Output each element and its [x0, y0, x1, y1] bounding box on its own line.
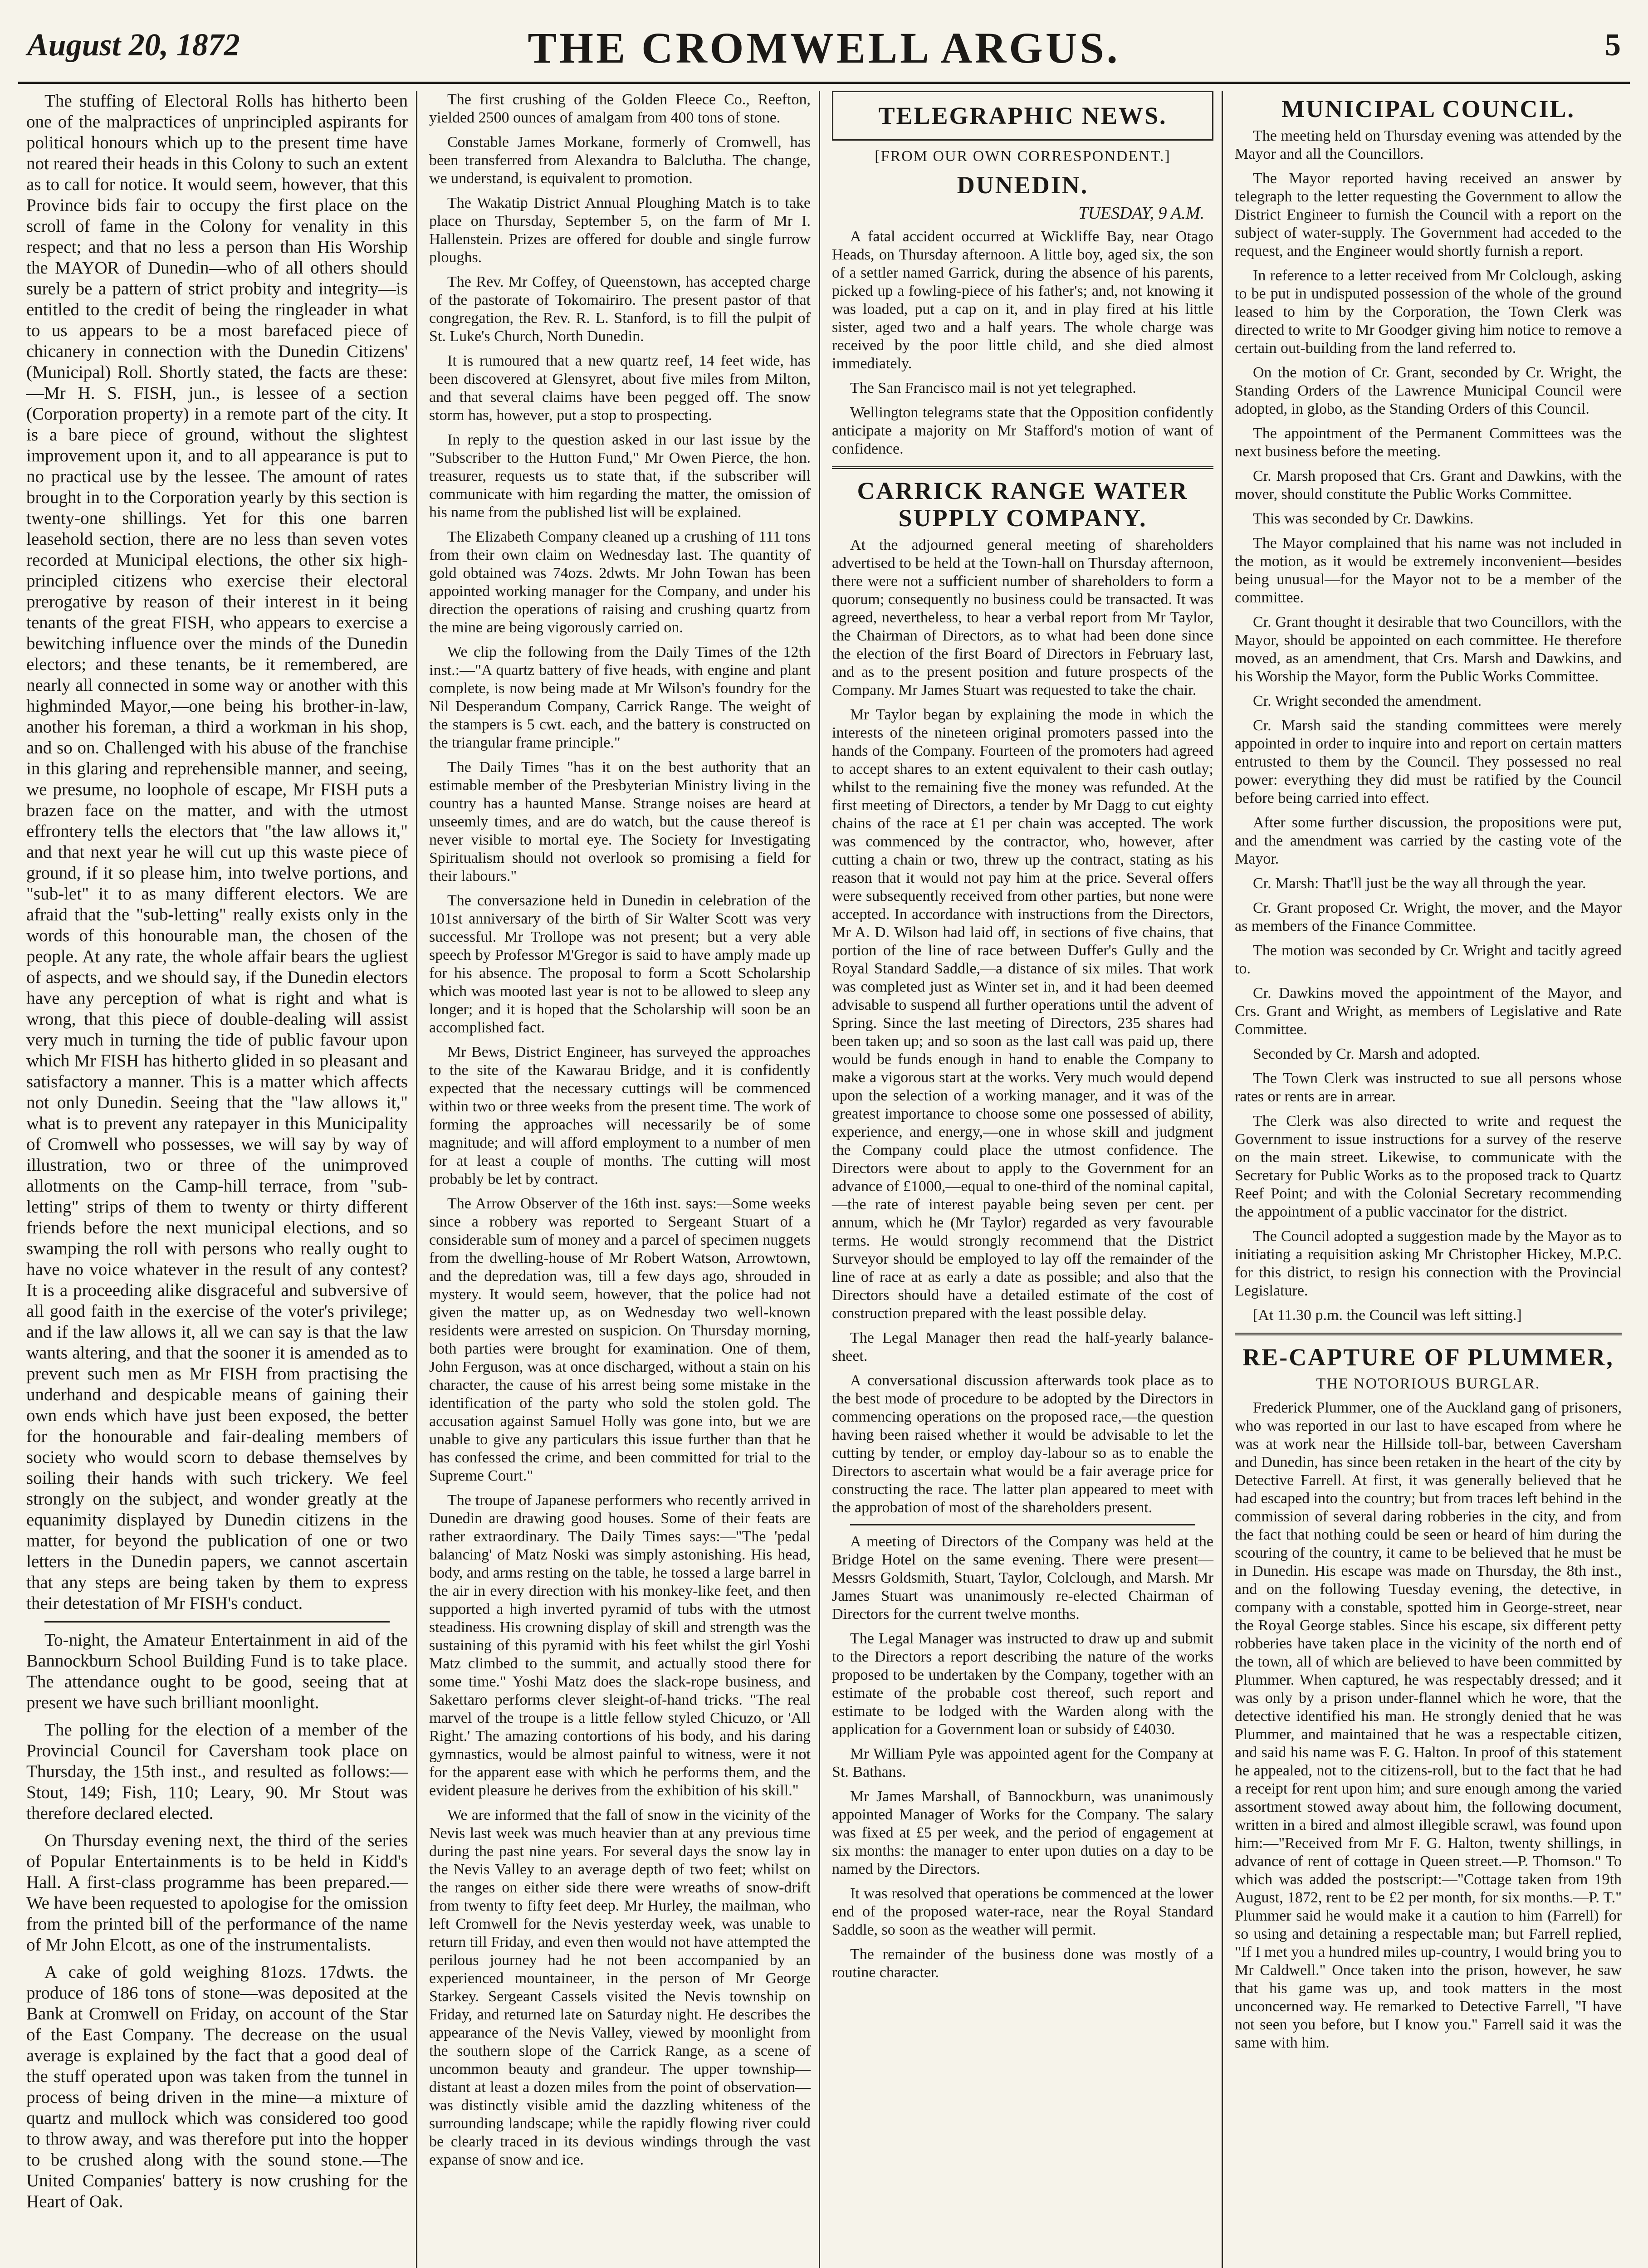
news-item-kawarau-bridge: Mr Bews, District Engineer, has surveyed the approaches to the site of the Kawarau Bridge, and it is confidently expected that the necessary cuttings will be commenced within two or three weeks from the present time. The work of forming the approaches will necessarily be of some magnitude; and will afford employment to a number of men for at least a couple of months. The cutting will most probably be let by contract.	[429, 1044, 811, 1188]
telegraphic-news-heading: TELEGRAPHIC NEWS.	[878, 102, 1167, 129]
column-2	[421, 91, 820, 2268]
newspaper-title: THE CROMWELL ARGUS.	[528, 24, 1120, 72]
council-item: The Town Clerk was instructed to sue all persons whose rates or rents are in arrear.	[1235, 1070, 1622, 1105]
plummer-article: Frederick Plummer, one of the Auckland gang of prisoners, who was reported in our last to have escaped from where he was at work near the Hillside toll-bar, between Caversham and Dunedin, has since been retaken in the heart of the city by Detective Farrell. At first, it was generally believed that he had escaped into the country; but from traces left behind in the commission of several daring robberies in the city, and from the fact that nothing could be seen or heard of him during the scouring of the country, it came to be believed that he must be in Dunedin. His escape was made on Thursday, the 8th inst., and on the following Tuesday evening, the detective, in company with a constable, spotted him in George-street, near the Royal George stables. Since his escape, six different petty robberies have taken place in the vicinity of the north end of the town, all of which are believed to have been committed by Plummer. When captured, he was respectably dressed; and it was only by a prison under-flannel which he wore, that the detective identified his man. He strongly denied that he was Plummer, and maintained that he was a respectable citizen, and said his name was F. G. Halton. In proof of this statement he appealed, not to the citizens-roll, but to the fact that he had a receipt for rent upon him; and sure enough among the varied assortment stowed away about him, the following document, written in a bired and almost illegible scrawl, was found upon him:—"Received from Mr F. G. Halton, twenty shillings, in advance of rent of cottage in Queen street.—P. Thomson." To which was added the postscript:—"Cottage taken from 19th August, 1872, rent to be £2 per month, for six months.—P. T." Plummer said he would make it a caution to him (Farrell) for so using and detaining a respectable man; but Farrell replied, "If I met you a hundred miles up-country, I would bring you to Mr Caldwell." Once taken into the prison, however, he saw that his game was up, and took matters in the most unconcerned way. He remarked to Detective Farrell, "I have not seen you before, but I know you." Farrell said it was the same with him.	[1235, 1399, 1622, 2051]
carrick-report-9: It was resolved that operations be commenced at the lower end of the proposed water-race, near the Royal Standard Saddle, so soon as the weather will permit.	[832, 1885, 1213, 1938]
news-item-haunted-manse: The Daily Times "has it on the best authority that an estimable member of the Presbyterian Ministry living in the country has a haunted Manse. Strange noises are heard at unseemly times, and are do watch, but the cause thereof is never visible to mortal eye. The Society for Investigating Spiritualism should not overlook so promising a field for their labours."	[429, 759, 811, 885]
council-item: On the motion of Cr. Grant, seconded by Cr. Wright, the Standing Orders of the Lawrence Municipal Council were adopted, in globo, as the Standing Orders of this Council.	[1235, 364, 1622, 417]
column-4	[1227, 91, 1630, 2268]
council-item: The Mayor reported having received an answer by telegraph to the letter requesting the Government to allow the District Engineer to furnish the Council with a report on the subject of water-supply. The Government had acceded to the request, and the Engineer would shortly furnish a report.	[1235, 170, 1622, 259]
news-item-ploughing-match: The Wakatip District Annual Ploughing Match is to take place on Thursday, September 5, on the farm of Mr I. Hallenstein. Prizes are offered for double and single furrow ploughs.	[429, 195, 811, 266]
carrick-range-heading: CARRICK RANGE WATER SUPPLY COMPANY.	[857, 477, 1188, 532]
carrick-report-10: The remainder of the business done was mostly of a routine character.	[832, 1946, 1213, 1981]
plummer-subheading: THE NOTORIOUS BURGLAR.	[1316, 1375, 1540, 1392]
council-item: The Council adopted a suggestion made by the Mayor as to initiating a requisition asking Mr Christopher Hickey, M.P.C. for this district, to resign his connection with the Provincial Legislature.	[1235, 1228, 1622, 1299]
news-item-golden-fleece: The first crushing of the Golden Fleece Co., Reefton, yielded 2500 ounces of amalgam from 400 tons of stone.	[429, 91, 811, 126]
news-item-gold-cake: A cake of gold weighing 81ozs. 17dwts. the produce of 186 tons of stone—was deposited at the Bank at Cromwell on Friday, on account of the Star of the East Company. The decrease on the usual average is explained by the fact that a good deal of the stuff operated upon was taken from the tunnel in process of being driven in the mine—a mixture of quartz and mullock which was considered too good to throw away, and was therefore put into the hopper to be crushed along with the sound stone.—The United Companies' battery is now crushing for the Heart of Oak.	[26, 1962, 408, 2211]
news-item-rev-coffey: The Rev. Mr Coffey, of Queenstown, has accepted charge of the pastorate of Tokomairiro. The present pastor of that congregation, the Rev. R. L. Stanford, is to fill the pulpit of St. Luke's Church, North Dunedin.	[429, 274, 811, 345]
carrick-report-6: The Legal Manager was instructed to draw up and submit to the Directors a report describing the nature of the works proposed to be undertaken by the Company, together with an estimate of the probable cost thereof, such report and estimate to be lodged with the Warden along with the application for a Government loan or subsidy of £4030.	[832, 1630, 1213, 1738]
telegraphic-news-box	[832, 91, 1213, 141]
divider	[832, 466, 1213, 469]
news-item-caversham-polling: The polling for the election of a member of the Provincial Council for Caversham took place on Thursday, the 15th inst., and resulted as follows:—Stout, 149; Fish, 110; Leary, 90. Mr Stout was therefore declared elected.	[26, 1720, 408, 1823]
council-item: The appointment of the Permanent Committees was the next business before the meeting.	[1235, 425, 1622, 460]
council-item: Cr. Marsh said the standing committees were merely appointed in order to inquire into and report on certain matters entrusted to them by the Council. They possessed no real power: everything they did must be ratified by the Council before being carried into effect.	[1235, 717, 1622, 807]
council-item: Seconded by Cr. Marsh and adopted.	[1253, 1046, 1481, 1062]
council-item: Cr. Marsh proposed that Crs. Grant and Dawkins, with the mover, should constitute the Public Works Committee.	[1235, 468, 1622, 503]
masthead	[18, 14, 1630, 84]
dunedin-heading: DUNEDIN.	[957, 171, 1089, 199]
council-item: The Mayor complained that his name was not included in the motion, as it would be extremely inconvenient—besides being unusual—for the Mayor not to be a member of the committee.	[1235, 535, 1622, 606]
municipal-council-heading: MUNICIPAL COUNCIL.	[1281, 95, 1575, 122]
dunedin-dateline: TUESDAY, 9 A.M.	[1078, 204, 1204, 223]
news-item-entertainment: To-night, the Amateur Entertainment in aid of the Bannockburn School Building Fund is to take place. The attendance ought to be good, seeing that at present we have such brilliant moonlight.	[26, 1630, 408, 1712]
news-item-elizabeth-company: The Elizabeth Company cleaned up a crushing of 111 tons from their own claim on Wednesday last. The quantity of gold obtained was 74ozs. 2dwts. Mr John Towan has been appointed working manager for the Company, and under his direction the operations of raising and crushing quartz from the mine are being vigorously carried on.	[429, 528, 811, 636]
council-item: The motion was seconded by Cr. Wright and tacitly agreed to.	[1235, 942, 1622, 977]
council-item: [At 11.30 p.m. the Council was left sitting.]	[1253, 1307, 1522, 1324]
council-item: The Clerk was also directed to write and request the Government to issue instructions for a survey of the reserve on the main street. Likewise, to communicate with the Secretary for Public Works as to the proposed track to Quartz Reef Point; and with the Colonial Secretary recommending the appointment of a public vaccinator for the district.	[1235, 1113, 1622, 1220]
newspaper-page	[18, 14, 1630, 2268]
correspondent-note: [FROM OUR OWN CORRESPONDENT.]	[875, 148, 1171, 165]
telegram-wellington: Wellington telegrams state that the Opposition confidently anticipate a majority on Mr Stafford's motion of want of confidence.	[832, 404, 1213, 457]
editorial-electoral-rolls: The stuffing of Electoral Rolls has hitherto been one of the malpractices of unprincipled aspirants for political honours which up to the present time have not reared their heads in this Colony to such an extent as to call for notice. It would seem, however, that this Province bids fair to occupy the first place on the scroll of fame in the Colony for venality in this respect; and that no less a person than His Worship the MAYOR of Dunedin—who of all others should surely be a pattern of strict probity and integrity—is entitled to the credit of being the ringleader in what to us appears to be a most barefaced piece of chicanery in connection with the Dunedin Citizens' (Municipal) Roll. Shortly stated, the facts are these:—Mr H. S. FISH, jun., is lessee of a section (Corporation property) in a remote part of the city. It is a bare piece of ground, without the slightest improvement upon it, and to all appearance is put to no practical use by the lessee. The amount of rates brought in to the Corporation yearly by this section is twenty-one shillings. Yet for this one barren leasehold section, there are no less than seven votes recorded at Municipal elections, the other six high-principled citizens who exercise their electoral prerogative by reason of their interest in it being tenants of the great FISH, who appears to exercise a bewitching influence over the minds of the Dunedin electors; and these tenants, be it remembered, are nearly all connected in some way or another with this highminded Mayor,—one being his brother-in-law, another his foreman, a third a workman in his shop, and so on. Challenged with his abuse of the franchise in this glaring and reprehensible manner, and seeing, we presume, no loophole of escape, Mr FISH puts a brazen face on the matter, and with the utmost effrontery tells the electors that "the law allows it," and that next year he will cut up this waste piece of ground, if it so please him, into twelve portions, and "sub-let" it to as many different electors. We are afraid that the "sub-letting" really exists only in the words of this honourable man, the chosen of the people. At any rate, the whole affair bears the ugliest of aspects, and we should say, if the Dunedin electors have any perception of what is right and what is wrong, that this piece of double-dealing will assist very much in turning the tide of public favour upon which Mr FISH has hitherto glided in so pleasant and satisfactory a manner. This is a matter which affects not only Dunedin. Seeing that the "law allows it," what is to prevent any ratepayer in this Municipality of Cromwell who possesses, we will say by way of illustration, two or three of the unimproved allotments on the Camp-hill terrace, from "sub-letting" strips of them to twenty or thirty different friends before the next municipal elections, and so swamping the roll with persons who really ought to have no voice whatever in the result of any contest? It is a proceeding alike disgraceful and subversive of all good faith in the exercise of the voter's privilege; and if the law allows it, all we can say is that the law wants altering, and that the sooner it is amended as to prevent such men as Mr FISH from practising the underhand and despicable means of gaining their own ends which have just been exposed, the better for the honourable and fair-dealing members of society who would scorn to debase themselves by soiling their hands with such trickery. We feel strongly on the subject, and wonder greatly at the equanimity displayed by Dunedin citizens in the matter, for beyond the publication of one or two letters in the Dunedin papers, we cannot ascertain that any steps are being taken by them to express their detestation of Mr FISH's conduct.	[26, 91, 408, 1613]
news-item-quartz-reef: It is rumoured that a new quartz reef, 14 feet wide, has been discovered at Glensyret, about five miles from Milton, and that several claims have been pegged off. The snow storm has, however, put a stop to prospecting.	[429, 352, 811, 424]
council-item: Cr. Wright seconded the amendment.	[1253, 693, 1482, 709]
council-item: In reference to a letter received from Mr Colclough, asking to be put in undisputed possession of the whole of the ground leased to him by the Corporation, the Town Clerk was directed to write to Mr Goodger giving him notice to remove a certain out-building from the land referred to.	[1235, 267, 1622, 357]
issue-date: August 20, 1872	[27, 28, 240, 63]
news-item-hutton-fund: In reply to the question asked in our last issue by the "Subscriber to the Hutton Fund," Mr Owen Pierce, the hon. treasurer, requests us to state that, if the subscriber will communicate with him regarding the matter, the omission of his name from the published list will be explained.	[429, 431, 811, 521]
plummer-heading: RE-CAPTURE OF PLUMMER,	[1242, 1344, 1614, 1371]
telegram-fatal-accident: A fatal accident occurred at Wickliffe Bay, near Otago Heads, on Thursday afternoon. A little boy, aged six, the son of a settler named Garrick, during the absence of his parents, picked up a fowling-piece of his father's; and, not knowing it was loaded, put a cap on it, and in play fired at his little sister, aged two and a half years. The whole charge was received by the poor little child, and she died almost immediately.	[832, 228, 1213, 372]
news-item-conversazione: The conversazione held in Dunedin in celebration of the 101st anniversary of the birth of Sir Walter Scott was very successful. Mr Trollope was not present; but a very able speech by Professor M'Gregor is said to have amply made up for his absence. The proposal to form a Scott Scholarship which was mooted last year is not to be allowed to sleep any longer; and it is hoped that the Scholarship will soon be an accomplished fact.	[429, 892, 811, 1036]
news-item-constable: Constable James Morkane, formerly of Cromwell, has been transferred from Alexandra to Balclutha. The change, we understand, is equivalent to promotion.	[429, 134, 811, 187]
column-3	[824, 91, 1223, 2268]
carrick-report-2: Mr Taylor began by explaining the mode in which the interests of the nineteen original promoters passed into the hands of the Company. Fourteen of the promoters had agreed to accept shares to an extent equivalent to their cash outlay; whilst to the remaining five the money was refunded. At the first meeting of Directors, a tender by Mr Dagg to cut eighty chains of the race at £1 per chain was accepted. The work was commenced by the contractor, who, however, after cutting a chain or two, threw up the contract, stating as his reason that it would not pay him at the price. Several offers were subsequently received from other parties, but none were accepted. In accordance with instructions from the Directors, Mr A. D. Wilson had laid off, in sections of five chains, that portion of the line of race between Duffer's Gully and the Royal Standard Saddle,—a distance of six miles. That work was completed just as Winter set in, and it had been deemed advisable to suspend all further operations until the advent of Spring. Since the last meeting of Directors, 235 shares had been taken up; and so soon as the last call was paid up, there would be funds enough in hand to enable the Company to make a vigorous start at the works. Very much would depend upon the selection of a working manager, and it was of the greatest importance to choose some one possessed of ability, experience, and energy,—one in whose skill and judgment the Company could place the utmost confidence. The Directors were about to apply to the Government for an advance of £1000,—equal to one-third of the nominal capital,—the rate of interest payable being seven per cent. per annum, which he (Mr Taylor) regarded as very favourable terms. He would strongly recommend that the District Surveyor should be employed to lay off the remainder of the line of race at as early a date as possible; and also that the Directors should have a detailed estimate of the cost of construction prepared with the least possible delay.	[832, 706, 1213, 1322]
carrick-report-8: Mr James Marshall, of Bannockburn, was unanimously appointed Manager of Works for the Company. The salary was fixed at £5 per week, and the period of engagement at six months: the manager to enter upon duties on a day to be named by the Directors.	[832, 1788, 1213, 1877]
carrick-report-1: At the adjourned general meeting of shareholders advertised to be held at the Town-hall on Thursday afternoon, there were not a sufficient number of shareholders to form a quorum; consequently no business could be transacted. It was agreed, nevertheless, to hear a verbal report from Mr Taylor, the Chairman of Directors, as to what had been done since the election of the first Board of Directors in February last, and as to the present position and future prospects of the Company. Mr James Stuart was requested to take the chair.	[832, 537, 1213, 699]
page-number: 5	[1605, 28, 1621, 63]
carrick-report-5: A meeting of Directors of the Company was held at the Bridge Hotel on the same evening. There were present—Messrs Goldsmith, Stuart, Taylor, Colclough, and Marsh. Mr James Stuart was unanimously re-elected Chairman of Directors for the current twelve months.	[832, 1533, 1213, 1623]
column-1	[18, 91, 417, 2268]
council-item: Cr. Grant thought it desirable that two Councillors, with the Mayor, should be appointed on each committee. He therefore moved, as an amendment, that Crs. Marsh and Dawkins, and his Worship the Mayor, form the Public Works Committee.	[1235, 614, 1622, 685]
telegram-mail: The San Francisco mail is not yet telegraphed.	[850, 380, 1136, 396]
council-item: The meeting held on Thursday evening was attended by the Mayor and all the Councillors.	[1235, 127, 1622, 162]
news-item-japanese-troupe: The troupe of Japanese performers who recently arrived in Dunedin are drawing good houses. Some of their feats are rather extraordinary. The Daily Times says:—"The 'pedal balancing' of Matz Noski was simply astonishing. His head, body, and arms resting on the table, he tossed a large barrel in the air in every direction with his monkey-like feet, and then supported a high inverted pyramid of tubs with the utmost steadiness. His crowning display of skill and strength was the sustaining of this pyramid with his feet whilst the girl Yoshi Matz climbed to the summit, and actually stood there for some time." Yoshi Matz does the slack-rope business, and Sakettaro performs clever sleight-of-hand tricks. "The real marvel of the troupe is a little fellow styled Chicuzo, or 'All Right.' The amazing contortions of his body, and his daring gymnastics, would be almost painful to witness, were it not for the apparent ease with which he performs them, and the evident pleasure he derives from the exhibition of his skill."	[429, 1492, 811, 1799]
council-item: Cr. Marsh: That'll just be the way all through the year.	[1253, 875, 1586, 892]
carrick-report-3: The Legal Manager then read the half-yearly balance-sheet.	[832, 1330, 1213, 1364]
council-item: After some further discussion, the propositions were put, and the amendment was carried by the casting vote of the Mayor.	[1235, 814, 1622, 867]
news-item-quartz-battery: We clip the following from the Daily Times of the 12th inst.:—"A quartz battery of five heads, with engine and plant complete, is now being made at Mr Wilson's foundry for the Nil Desperandum Company, Carrick Range. The weight of the stampers is 5 cwt. each, and the battery is constructed on the triangular frame principle."	[429, 644, 811, 751]
divider	[44, 1621, 390, 1623]
news-item-arrow-robbery: The Arrow Observer of the 16th inst. says:—Some weeks since a robbery was reported to Sergeant Stuart of a considerable sum of money and a parcel of specimen nuggets from the dwelling-house of Mr Robert Watson, Arrowtown, and the depredation was, till a few days ago, shrouded in mystery. It would seem, however, that the police had not given the matter up, as on Wednesday two well-known residents were arrested on suspicion. On Thursday morning, both parties were brought for examination. One of them, John Ferguson, was at once discharged, without a stain on his character, the cause of his arrest being some mistake in the identification of the party who sold the stolen gold. The accusation against Samuel Holly was gone into, but we are unable to give any particulars this issue further than that he has confessed the crime, and been committed for trial to the Supreme Court."	[429, 1195, 811, 1484]
carrick-report-4: A conversational discussion afterwards took place as to the best mode of procedure to be adopted by the Directors in commencing operations on the proposed race,—the question having been raised whether it would be advisable to let the cutting by tender, or employ day-labour so as to enable the Directors to ascertain what would be a fair average price for constructing the race. The latter plan appeared to meet with the approbation of most of the shareholders present.	[832, 1372, 1213, 1516]
council-item: Cr. Dawkins moved the appointment of the Mayor, and Crs. Grant and Wright, as members of Legislative and Rate Committee.	[1235, 985, 1622, 1038]
news-item-nevis-snow: We are informed that the fall of snow in the vicinity of the Nevis last week was much heavier than at any previous time during the past nine years. For several days the snow lay in the Nevis Valley to an average depth of two feet; whilst on the ranges on either side there were wreaths of snow-drift from twenty to fifty feet deep. Mr Hurley, the mailman, who left Cromwell for the Nevis yesterday week, was unable to return till Friday, and even then would not have attempted the perilous journey had he not been accompanied by an experienced mountaineer, in the person of Mr George Starkey. Sergeant Cassels visited the Nevis township on Friday, and returned late on Saturday night. He describes the appearance of the Nevis Valley, viewed by moonlight from the southern slope of the Carrick Range, as a scene of uncommon beauty and grandeur. The upper township—distant at least a dozen miles from the point of observation—was distinctly visible amid the dazzling whiteness of the surrounding landscape; while the rapidly flowing river could be clearly traced in its devious windings through the vast expanse of snow and ice.	[429, 1807, 811, 2168]
divider	[850, 1524, 1195, 1525]
news-item-popular-entertainments: On Thursday evening next, the third of the series of Popular Entertainments is to be held in Kidd's Hall. A first-class programme has been prepared.—We have been requested to apologise for the omission from the printed bill of the performance of the name of Mr John Elcott, as one of the instrumentalists.	[26, 1831, 408, 1955]
divider	[1235, 1333, 1622, 1335]
council-item: Cr. Grant proposed Cr. Wright, the mover, and the Mayor as members of the Finance Committee.	[1235, 899, 1622, 934]
council-item: This was seconded by Cr. Dawkins.	[1253, 510, 1474, 527]
carrick-report-7: Mr William Pyle was appointed agent for the Company at St. Bathans.	[832, 1745, 1213, 1780]
